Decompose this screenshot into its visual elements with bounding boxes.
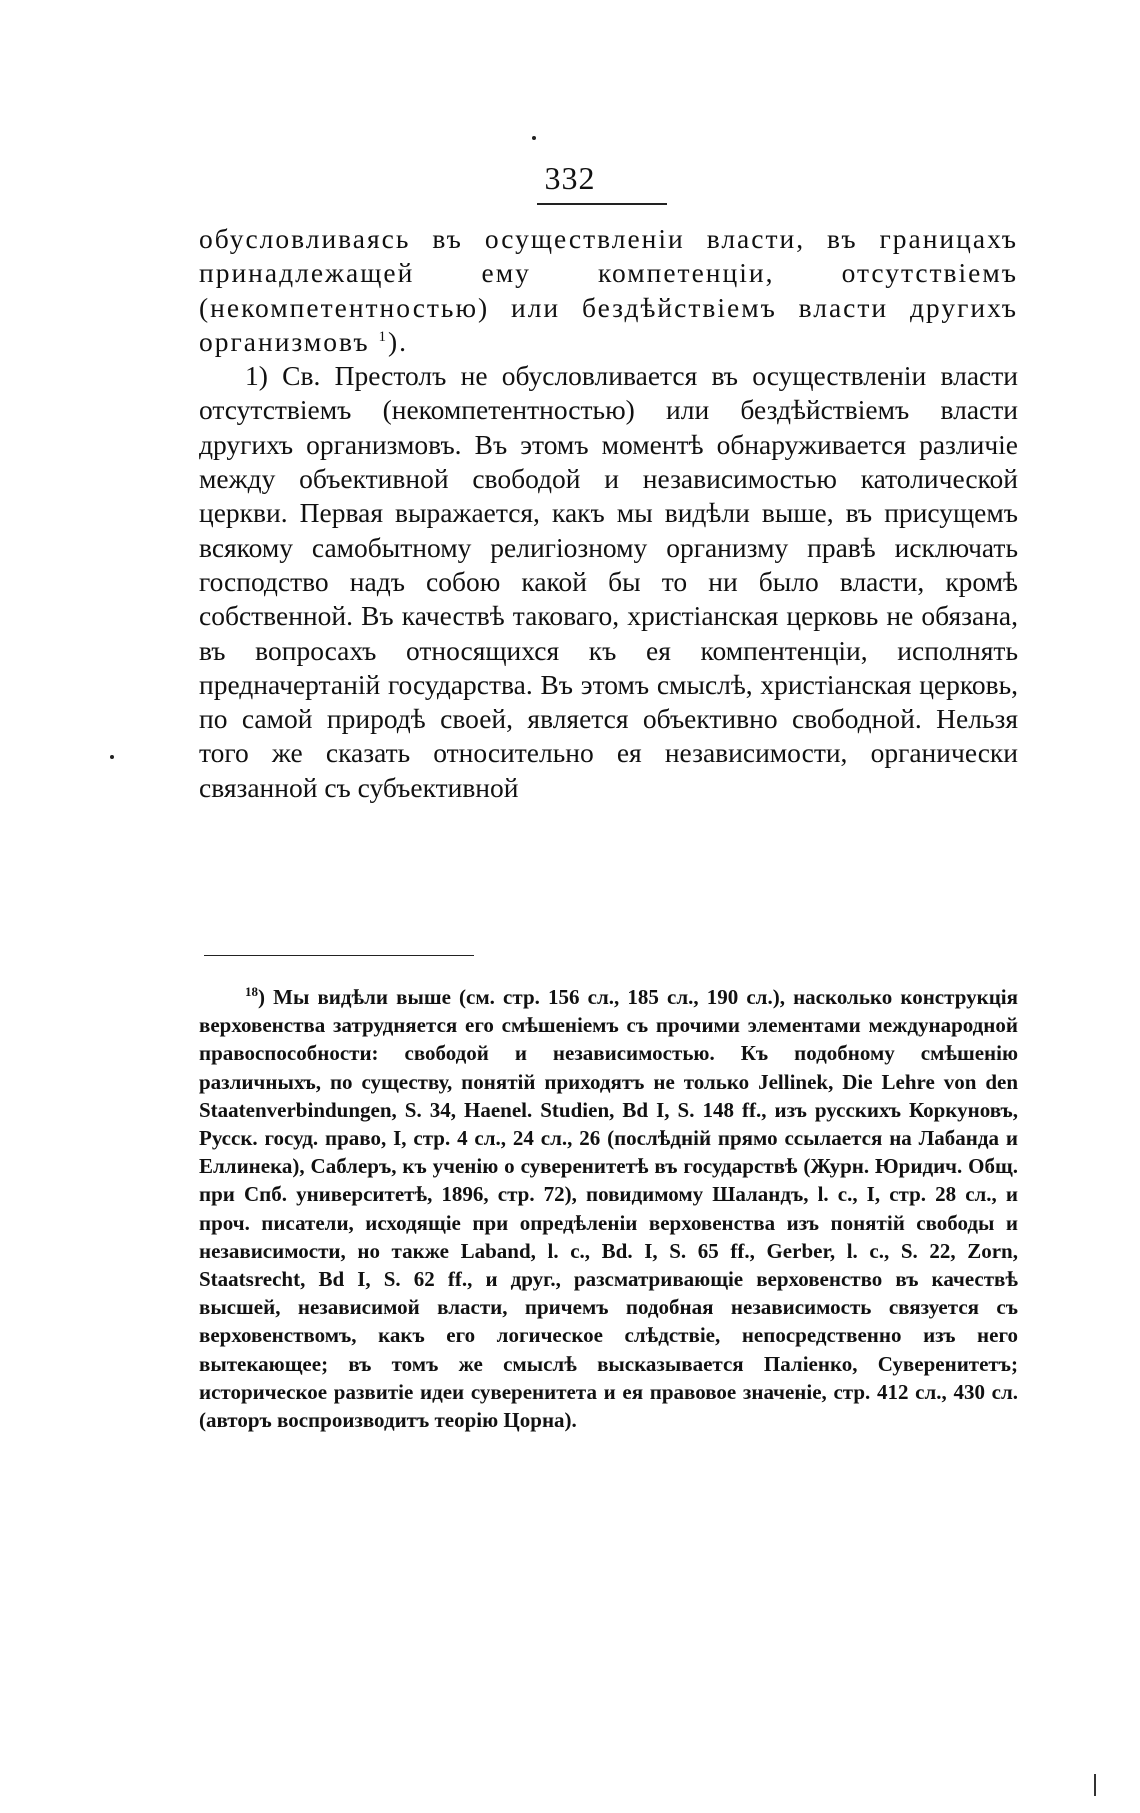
paragraph-1-text: обусловливаясь въ осуществленіи власти, въ границахъ принадлежащей ему компетенціи, отсутствіемъ (некомпетентностью) или бездѣйствіемъ власти другихъ организмовъ (199, 223, 1018, 357)
footnote-ref: 1 (378, 328, 388, 345)
footnote-text: ) Мы видѣли выше (см. стр. 156 сл., 185 сл., 190 сл.), насколько конструкція верховенства затрудняется его смѣшеніемъ съ прочими элементами международной правоспособности: свободой и независимостью. Къ подобному смѣшенію различныхъ, по существу, понятій приходятъ не только Jellinek, Die Lehre von den Staatenverbindungen, S. 34, Haenel. Studien, Bd I, S. 148 ff., изъ русскихъ Коркуновъ, Русск. госуд. право, I, стр. 4 сл., 24 сл., 26 (послѣдній прямо ссылается на Лабанда и Еллинека), Саблеръ, къ ученію о суверенитетѣ въ государствѣ (Журн. Юридич. Общ. при Спб. университетѣ, 1896, стр. 72), повидимому Шаландъ, l. c., I, стр. 28 сл., и проч. писатели, исходящіе при опредѣленіи верховенства изъ понятій свободы и независимости, но также Laband, l. c., Bd. I, S. 65 ff., Gerber, l. c., S. 22, Zorn, Staatsrecht, Bd I, S. 62 ff., и друг., разсматривающіе верховенство въ качествѣ высшей, независимой власти, причемъ подобная независимость связуется съ верховенствомъ, какъ его логическое слѣдствіе, непосредственно изъ него вытекающее; въ томъ же смыслѣ высказывается Паліенко, Суверенитетъ; историческое развитіе идеи суверенитета и ея правовое значеніе, стр. 412 сл., 430 сл. (авторъ воспроизводитъ теорію Цорна). (199, 985, 1018, 1433)
header-rule (537, 203, 667, 205)
paragraph-1 (199, 222, 1018, 359)
page-number: 332 (544, 160, 596, 196)
footnote-marker: 18 (245, 984, 258, 999)
footnote (199, 983, 1018, 1434)
paragraph-2: 1) Св. Престолъ не обусловливается въ осуществленіи власти отсутствіемъ (некомпетентностью) или бездѣйствіемъ власти другихъ организмовъ. Въ этомъ моментѣ обнаруживается различіе между объективной свободой и независимостью католической церкви. Первая выражается, какъ мы видѣли выше, въ присущемъ всякому самобытному религіозному организму правѣ исключать господство надъ собою какой бы то ни было власти, кромѣ собственной. Въ качествѣ таковаго, христіанская церковь не обязана, въ вопросахъ относящихся къ ея компентенціи, исполнять предначертаній государства. Въ этомъ смыслѣ, христіанская церковь, по самой природѣ своей, является объективно свободной. Нельзя того же сказать относительно ея независимости, органически связанной съ субъективной (199, 360, 1018, 803)
paragraph-1-end: ). (387, 325, 408, 357)
margin-dot (110, 755, 114, 759)
main-text (199, 222, 1018, 805)
margin-dot (532, 136, 536, 140)
footnote-rule (204, 955, 474, 956)
margin-tick (1094, 1774, 1096, 1796)
